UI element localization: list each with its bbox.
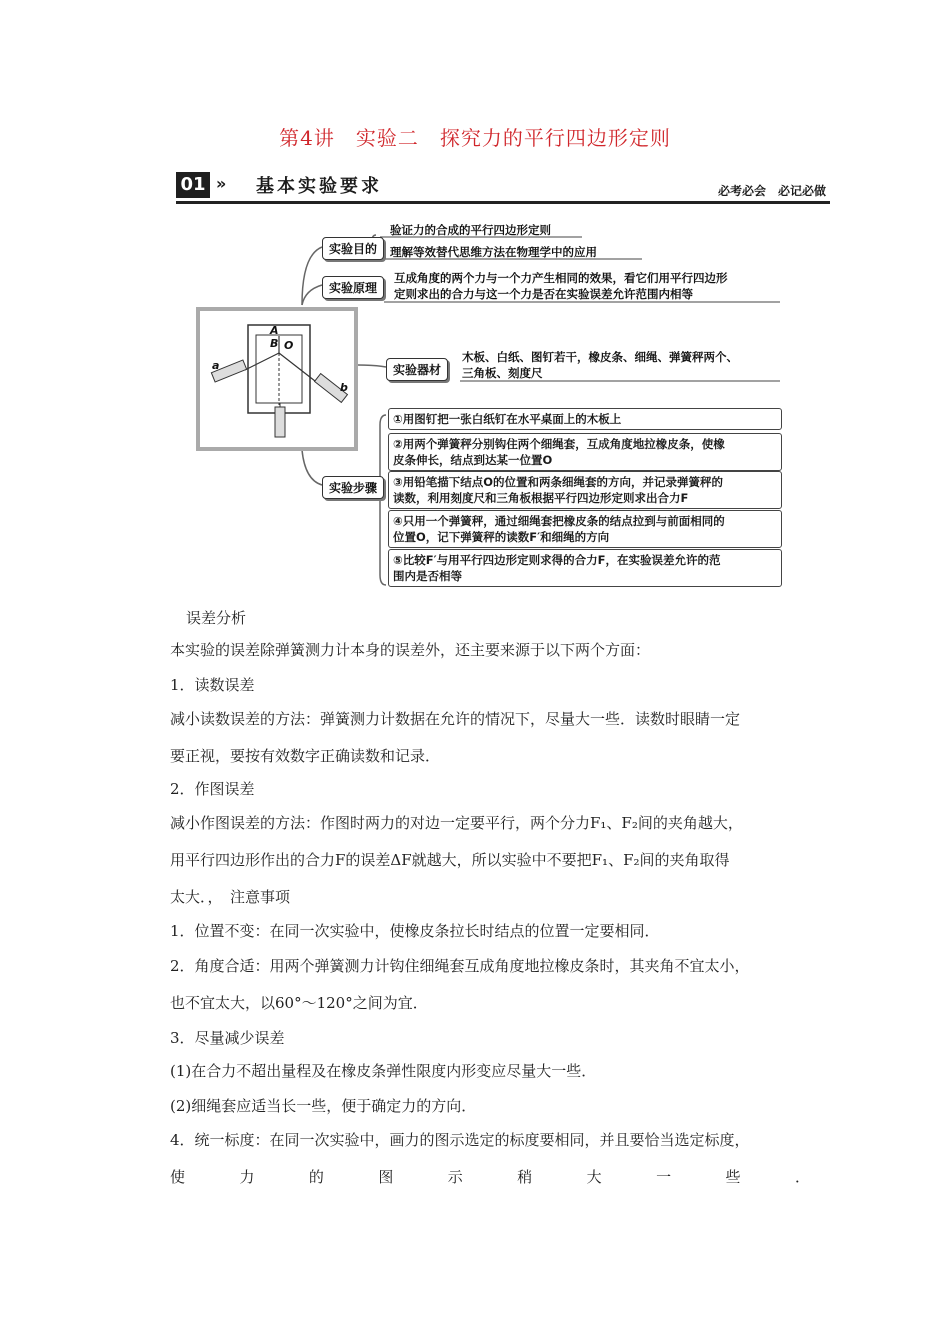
step-2-line-2: 皮条伸长，结点到达某一位置O (393, 453, 553, 467)
note-4-char: 些 (725, 1168, 741, 1186)
label-A: A (270, 324, 279, 337)
note-4-line-1: 4．统一标度：在同一次实验中，画力的图示选定的标度要相同，并且要恰当选定标度， (170, 1131, 750, 1149)
principle-line-2: 定则求出的合力与这一个力是否在实验误差允许范围内相等 (394, 287, 693, 301)
step-4-line-2: 位置O，记下弹簧秤的读数F′和细绳的方向 (393, 530, 610, 544)
note-4-char: 示 (447, 1168, 463, 1186)
section-heading: 基本实验要求 (256, 176, 382, 197)
step-1-line-1: ①用图钉把一张白纸钉在水平桌面上的木板上 (393, 412, 622, 426)
error-intro: 本实验的误差除弹簧测力计本身的误差外，还主要来源于以下两个方面： (170, 641, 651, 659)
note-4-char: 稍 (517, 1168, 533, 1186)
label-B: B (270, 337, 279, 350)
step-5 (388, 549, 782, 587)
error-2-title: 2．作图误差 (170, 780, 255, 798)
chevron-icon: » (216, 174, 227, 193)
error-2-line-3: 太大．， 注意事项 (170, 888, 291, 906)
error-1-line-1: 减小读数误差的方法：弹簧测力计数据在允许的情况下，尽量大一些．读数时眼睛一定 (170, 710, 741, 728)
error-2-line-1: 减小作图误差的方法：作图时两力的对边一定要平行，两个分力F₁、F₂间的夹角越大， (170, 814, 743, 832)
label-b: b (340, 381, 348, 394)
note-3a: (1)在合力不超出量程及在橡皮条弹性限度内形变应尽量大一些． (170, 1062, 597, 1080)
principle-label: 实验原理 (322, 276, 384, 299)
label-a: a (212, 359, 220, 372)
step-3 (388, 471, 782, 509)
section-tag: 必考必会 必记必做 (717, 184, 826, 198)
note-4-char: 力 (239, 1168, 255, 1186)
spring-scale-bottom (275, 407, 285, 437)
step-4 (388, 510, 782, 548)
note-3: 3．尽量减少误差 (170, 1029, 285, 1047)
purpose-item-1: 验证力的合成的平行四边形定则 (390, 223, 551, 237)
purpose-item-2: 理解等效替代思维方法在物理学中的应用 (390, 245, 597, 259)
error-2-line-2: 用平行四边形作出的合力F的误差ΔF就越大，所以实验中不要把F₁、F₂间的夹角取得 (170, 851, 730, 869)
note-2-line-2: 也不宜太大，以60°～120°之间为宜． (170, 994, 428, 1012)
error-1-line-2: 要正视，要按有效数字正确读数和记录． (170, 747, 441, 765)
step-2 (388, 433, 782, 471)
note-3b: (2)细绳套应适当长一些，便于确定力的方向． (170, 1097, 477, 1115)
note-1: 1．位置不变：在同一次实验中，使橡皮条拉长时结点的位置一定要相同． (170, 922, 660, 940)
note-4-char: 一 (656, 1168, 672, 1186)
step-5-line-2: 围内是否相等 (393, 569, 462, 583)
purpose-label: 实验目的 (322, 237, 384, 260)
note-4-char: 使 (170, 1168, 186, 1186)
error-1-title: 1．读数误差 (170, 676, 255, 694)
note-4-char: 的 (308, 1168, 324, 1186)
note-4-line-2 (170, 1166, 810, 1187)
note-4-char: 大 (586, 1168, 602, 1186)
section-number: 01 (176, 172, 210, 198)
section-rule (176, 201, 830, 204)
step-2-line-1: ②用两个弹簧秤分别钩住两个细绳套，互成角度地拉橡皮条，使橡 (393, 437, 725, 451)
label-O: O (284, 339, 294, 352)
section-banner (176, 168, 830, 204)
note-4-char: 图 (378, 1168, 394, 1186)
equipment-label: 实验器材 (386, 358, 448, 381)
note-4-char: ． (794, 1168, 810, 1186)
equipment-line-1: 木板、白纸、图钉若干，橡皮条、细绳、弹簧秤两个、 (462, 350, 738, 364)
equipment-line-2: 三角板、刻度尺 (462, 366, 543, 380)
body-text (170, 600, 810, 1200)
error-heading: 误差分析 (186, 609, 247, 627)
step-5-line-1: ⑤比较F′与用平行四边形定则求得的合力F，在实验误差允许的范 (393, 553, 721, 567)
page-title: 第4讲 实验二 探究力的平行四边形定则 (279, 126, 671, 150)
step-3-line-1: ③用铅笔描下结点O的位置和两条细绳套的方向，并记录弹簧秤的 (393, 475, 724, 489)
step-1 (388, 408, 782, 430)
experiment-mindmap (190, 205, 790, 595)
step-3-line-2: 读数，利用刻度尺和三角板根据平行四边形定则求出合力F (393, 491, 689, 505)
note-2-line-1: 2．角度合适：用两个弹簧测力计钩住细绳套互成角度地拉橡皮条时，其夹角不宜太小， (170, 957, 750, 975)
step-4-line-1: ④只用一个弹簧秤，通过细绳套把橡皮条的结点拉到与前面相同的 (393, 514, 725, 528)
steps-label: 实验步骤 (322, 476, 384, 499)
principle-line-1: 互成角度的两个力与一个力产生相同的效果，看它们用平行四边形 (394, 271, 728, 285)
